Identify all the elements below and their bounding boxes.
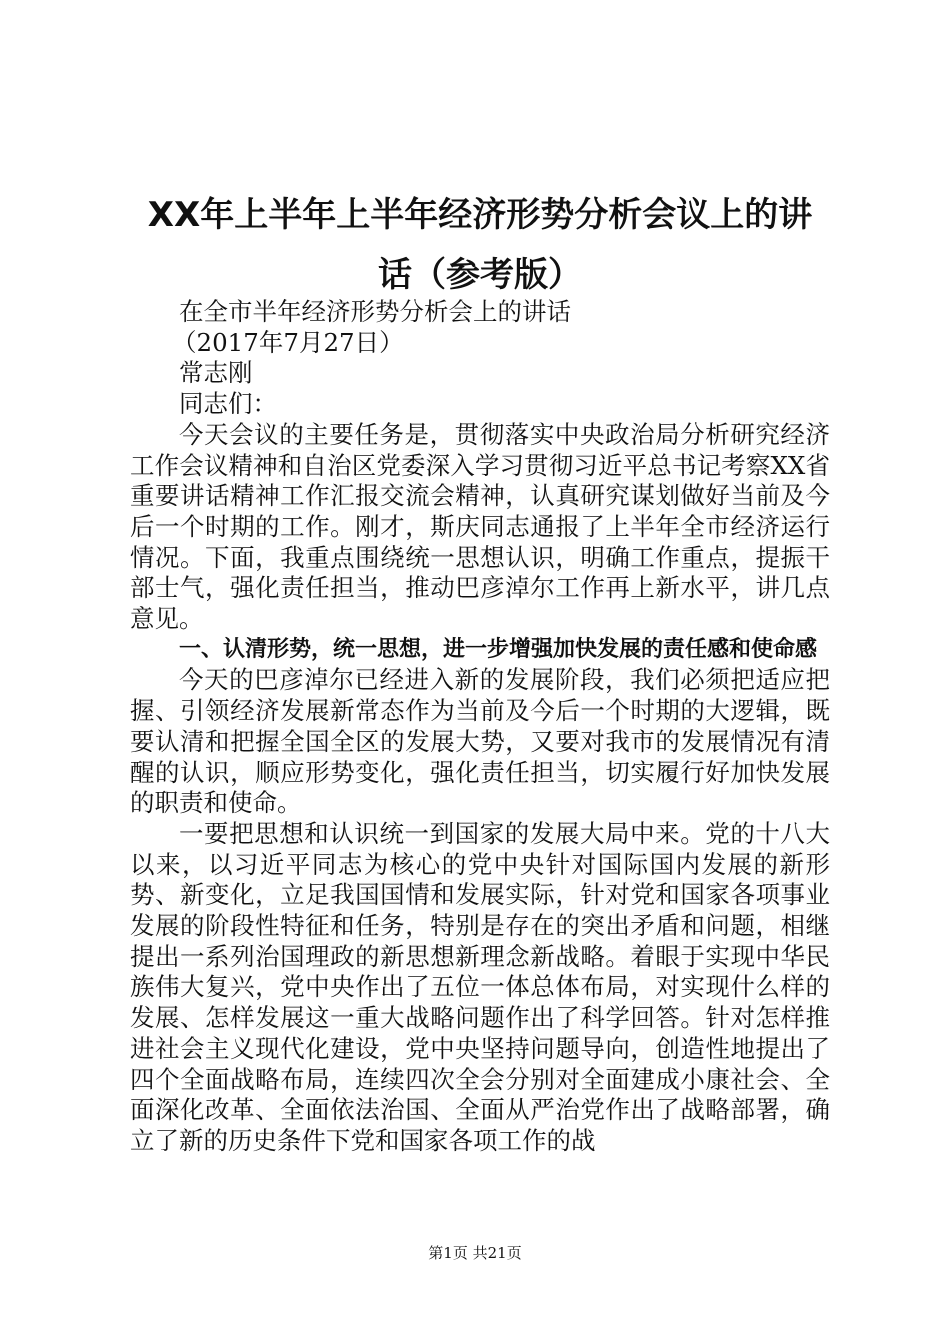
paragraph-intro: 今天会议的主要任务是，贯彻落实中央政治局分析研究经济工作会议精神和自治区党委深入学习贯彻习近平总书记考察XX省重要讲话精神工作汇报交流会精神，认真研究谋划做好当前及今后一个时期的工作。刚才，斯庆同志通报了上半年全市经济运行情况。下面，我重点围绕统一思想认识，明确工作重点，提振干部士气，强化责任担当，推动巴彦淖尔工作再上新水平，讲几点意见。 [130, 419, 830, 634]
section-heading-1: 一、认清形势，统一思想，进一步增强加快发展的责任感和使命感 [179, 636, 818, 662]
salutation: 同志们： [179, 389, 277, 419]
speech-author: 常志刚 [179, 358, 253, 388]
paragraph-3: 一要把思想和认识统一到国家的发展大局中来。党的十八大以来，以习近平同志为核心的党中央针对国际国内发展的新形势、新变化，立足我国国情和发展实际，针对党和国家各项事业发展的阶段性特征和任务，特别是存在的突出矛盾和问题，相继提出一系列治国理政的新思想新理念新战略。着眼于实现中华民族伟大复兴，党中央作出了五位一体总体布局，对实现什么样的发展、怎样发展这一重大战略问题作出了科学回答。针对怎样推进社会主义现代化建设，党中央坚持问题导向，创造性地提出了四个全面战略布局，连续四次全会分别对全面建成小康社会、全面深化改革、全面依法治国、全面从严治党作出了战略部署，确立了新的历史条件下党和国家各项工作的战 [130, 818, 830, 1155]
document-title [110, 185, 850, 305]
page-footer: 第1页 共21页 [428, 1244, 522, 1262]
title-line-1: XX年上半年上半年经济形势分析会议上的讲 [147, 195, 813, 235]
paragraph-2: 今天的巴彦淖尔已经进入新的发展阶段，我们必须把适应把握、引领经济发展新常态作为当前及今后一个时期的大逻辑，既要认清和把握全国全区的发展大势，又要对我市的发展情况有清醒的认识，顺应形势变化，强化责任担当，切实履行好加快发展的职责和使命。 [130, 665, 830, 818]
document-page [130, 185, 830, 1157]
speech-date: （2017年7月27日） [172, 327, 404, 357]
speech-subtitle: 在全市半年经济形势分析会上的讲话 [179, 297, 571, 326]
title-line-2: 话（参考版） [378, 255, 582, 295]
document-body [130, 297, 830, 1157]
